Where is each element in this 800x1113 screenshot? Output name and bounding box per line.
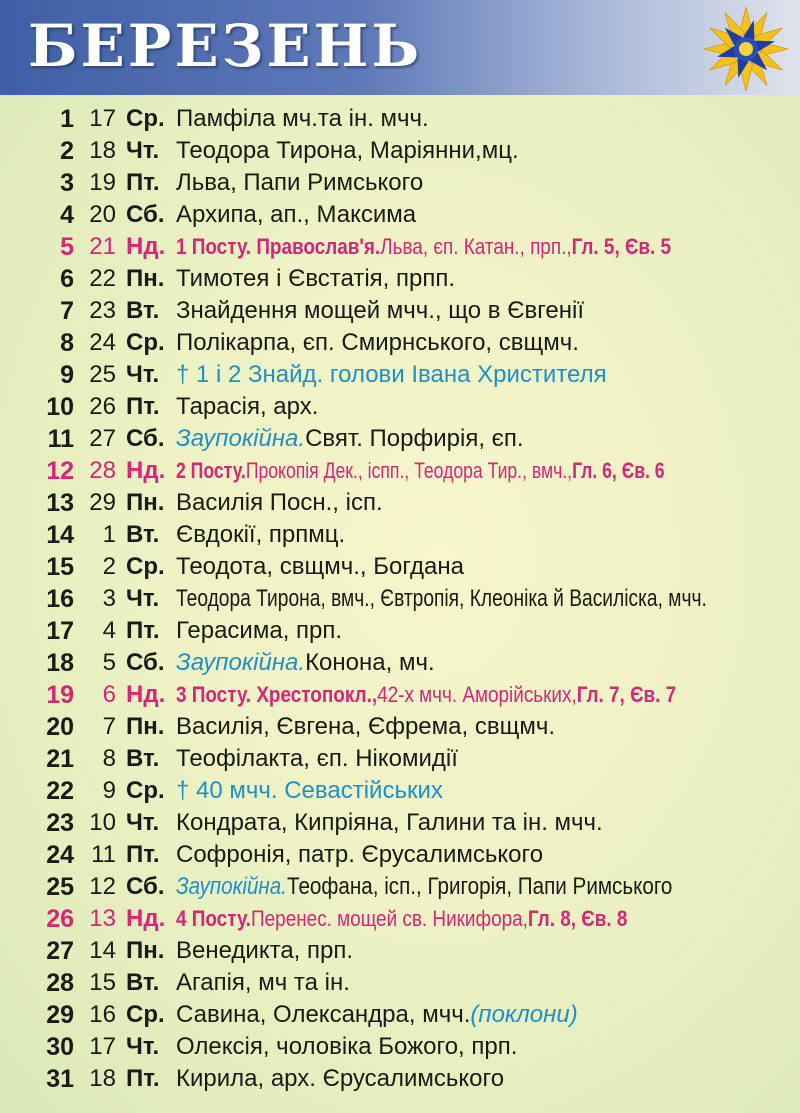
day-number: 13 [46, 489, 74, 517]
weekday: Ср. [126, 105, 165, 132]
saint-text: Олексія, чоловіка Божого, прп. [176, 1033, 518, 1060]
list-item-sunday [0, 231, 800, 263]
old-style-date: 6 [102, 681, 116, 708]
feast-name: 4 Посту. [176, 906, 252, 931]
old-style-date: 15 [89, 969, 116, 996]
day-number: 10 [46, 393, 74, 421]
day-number: 16 [46, 585, 74, 613]
saint-text: Льва, Папи Римського [176, 169, 424, 196]
old-style-date: 14 [89, 937, 116, 964]
day-number: 20 [46, 713, 74, 741]
saint-name: Савина, Олександра, мчч. [176, 1001, 471, 1028]
tone-gospel: Гл. 7, Єв. 7 [576, 682, 677, 707]
list-item-sunday [0, 455, 800, 487]
saint-name: 42-х мчч. Аморійських, [377, 682, 577, 707]
saint-text: Кондрата, Кипріяна, Галини та ін. мчч. [176, 809, 603, 836]
saint-text: Знайдення мощей мчч., що в Євгенії [176, 297, 585, 324]
list-item [0, 263, 800, 295]
weekday: Ср. [126, 329, 165, 356]
list-item [0, 295, 800, 327]
weekday: Нд. [126, 905, 166, 932]
saint-text [176, 231, 671, 263]
saint-text: Полікарпа, єп. Смирнського, свщмч. [176, 329, 579, 356]
weekday: Чт. [126, 1033, 160, 1060]
weekday: Ср. [126, 1001, 165, 1028]
weekday: Сб. [126, 201, 165, 228]
feast-name: 2 Посту. [176, 458, 246, 483]
old-style-date: 17 [89, 105, 116, 132]
old-style-date: 18 [89, 137, 116, 164]
saint-text: Василія Посн., ісп. [176, 489, 383, 516]
feast-name: 1 Посту. Православ'я. [176, 234, 381, 259]
old-style-date: 18 [89, 1065, 116, 1092]
weekday: Вт. [126, 745, 160, 772]
weekday: Пт. [126, 1065, 160, 1092]
saint-text [176, 423, 524, 455]
old-style-date: 24 [89, 329, 116, 356]
day-number: 12 [46, 457, 74, 485]
saint-name: Перенес. мощей св. Никифора, [251, 906, 528, 931]
saint-name: Льва, єп. Катан., прп., [380, 234, 572, 259]
weekday: Сб. [126, 873, 165, 900]
old-style-date: 16 [89, 1001, 116, 1028]
day-number: 29 [46, 1001, 74, 1029]
weekday: Пт. [126, 841, 160, 868]
saint-text: Кирила, арх. Єрусалимського [176, 1065, 505, 1092]
old-style-date: 10 [89, 809, 116, 836]
list-item [0, 1031, 800, 1063]
saint-text: Теофілакта, єп. Нікомидії [176, 745, 458, 772]
list-item [0, 327, 800, 359]
old-style-date: 17 [89, 1033, 116, 1060]
list-item [0, 807, 800, 839]
list-item [0, 391, 800, 423]
day-number: 11 [47, 425, 74, 453]
day-number: 2 [60, 137, 74, 165]
old-style-date: 8 [102, 745, 116, 772]
weekday: Ср. [126, 553, 165, 580]
weekday: Пн. [126, 265, 165, 292]
weekday: Чт. [126, 137, 160, 164]
list-item [0, 839, 800, 871]
day-number: 30 [46, 1033, 74, 1061]
day-number: 25 [46, 873, 74, 901]
day-number: 4 [60, 201, 74, 229]
day-number: 22 [46, 777, 74, 805]
list-item [0, 871, 800, 903]
old-style-date: 7 [102, 713, 116, 740]
weekday: Пт. [126, 617, 160, 644]
saint-text: Архипа, ап., Максима [176, 201, 417, 228]
feast-name: 3 Посту. Хрестопокл., [176, 682, 378, 707]
weekday: Вт. [126, 521, 160, 548]
list-item [0, 167, 800, 199]
weekday: Нд. [126, 681, 166, 708]
weekday: Нд. [126, 233, 166, 260]
list-item [0, 199, 800, 231]
saint-text: Венедикта, прп. [176, 937, 354, 964]
old-style-date: 28 [89, 457, 116, 484]
saint-text: Агапія, мч та ін. [176, 969, 350, 996]
list-item [0, 647, 800, 679]
list-item [0, 967, 800, 999]
month-header [0, 0, 800, 95]
old-style-date: 2 [102, 553, 116, 580]
old-style-date: 26 [89, 393, 116, 420]
list-item [0, 551, 800, 583]
day-number: 23 [46, 809, 74, 837]
day-number: 14 [46, 521, 74, 549]
old-style-date: 22 [89, 265, 116, 292]
list-item [0, 935, 800, 967]
saint-name: Конона, мч. [305, 649, 435, 676]
tone-gospel: Гл. 8, Єв. 8 [527, 906, 628, 931]
memorial-label: Заупокійна. [176, 873, 288, 900]
list-item [0, 519, 800, 551]
weekday: Сб. [126, 649, 165, 676]
old-style-date: 19 [89, 169, 116, 196]
memorial-label: Заупокійна. [176, 425, 306, 452]
feast-text: † 1 і 2 Знайд. голови Івана Христителя [176, 361, 607, 388]
saint-text [176, 903, 627, 935]
list-item-sunday [0, 679, 800, 711]
old-style-date: 4 [102, 617, 116, 644]
saint-text: Василія, Євгена, Єфрема, свщмч. [176, 713, 555, 740]
list-item [0, 615, 800, 647]
day-number: 19 [46, 681, 74, 709]
saint-text: Теодота, свщмч., Богдана [176, 553, 464, 580]
day-number: 6 [60, 265, 74, 293]
day-number: 24 [46, 841, 74, 869]
list-item [0, 1063, 800, 1095]
weekday: Ср. [126, 777, 165, 804]
weekday: Пт. [126, 169, 160, 196]
day-number: 27 [46, 937, 74, 965]
day-number: 7 [60, 297, 74, 325]
month-title: БЕРЕЗЕНЬ [28, 12, 423, 80]
weekday: Пн. [126, 489, 165, 516]
old-style-date: 12 [89, 873, 116, 900]
list-item [0, 103, 800, 135]
tone-gospel: Гл. 5, Єв. 5 [571, 234, 672, 259]
day-number: 15 [46, 553, 74, 581]
weekday: Сб. [126, 425, 165, 452]
list-item [0, 999, 800, 1031]
old-style-date: 29 [89, 489, 116, 516]
saint-name: Прокопія Дек., іспп., Теодора Тир., вмч., [245, 458, 573, 483]
memorial-label: Заупокійна. [176, 649, 306, 676]
saint-text: Теодора Тирона, Маріянни,мц. [176, 137, 519, 164]
old-style-date: 11 [91, 841, 116, 868]
day-number: 5 [60, 233, 74, 261]
list-item [0, 583, 800, 615]
saint-text: Тарасія, арх. [176, 393, 319, 420]
weekday: Нд. [126, 457, 166, 484]
day-number: 1 [60, 105, 74, 133]
list-item-sunday [0, 903, 800, 935]
weekday: Пн. [126, 937, 165, 964]
saint-text [176, 999, 578, 1031]
saint-text [176, 679, 676, 711]
list-item [0, 135, 800, 167]
day-number: 21 [46, 745, 74, 773]
saint-text: Памфіла мч.та ін. мчч. [176, 105, 429, 132]
saint-text: Герасима, прп. [176, 617, 343, 644]
day-number: 3 [60, 169, 74, 197]
list-item [0, 423, 800, 455]
day-number: 8 [60, 329, 74, 357]
day-number: 17 [46, 617, 74, 645]
saint-text [176, 647, 435, 679]
saint-text: Софронія, патр. Єрусалимського [176, 841, 544, 868]
old-style-date: 13 [89, 905, 116, 932]
saint-text [176, 455, 665, 487]
day-number: 26 [46, 905, 74, 933]
old-style-date: 9 [102, 777, 116, 804]
day-number: 18 [46, 649, 74, 677]
saint-name: Свят. Порфирія, єп. [305, 425, 524, 452]
old-style-date: 25 [89, 361, 116, 388]
old-style-date: 20 [89, 201, 116, 228]
weekday: Пт. [126, 393, 160, 420]
old-style-date: 5 [102, 649, 116, 676]
saint-text [176, 871, 672, 903]
list-item [0, 743, 800, 775]
weekday: Вт. [126, 969, 160, 996]
day-number: 9 [60, 361, 74, 389]
old-style-date: 1 [102, 521, 116, 548]
list-item [0, 711, 800, 743]
saint-text: Теодора Тирона, вмч., Євтропія, Клеоніка й Василіска, мчч. [176, 585, 707, 612]
feast-text: † 40 мчч. Севастійських [176, 777, 443, 804]
old-style-date: 21 [89, 233, 116, 260]
prostrations-note: (поклони) [470, 1001, 578, 1028]
day-number: 31 [46, 1065, 74, 1093]
old-style-date: 23 [89, 297, 116, 324]
list-item [0, 487, 800, 519]
old-style-date: 27 [89, 425, 116, 452]
saint-text: Євдокії, прпмц. [176, 521, 346, 548]
weekday: Чт. [126, 585, 160, 612]
list-item [0, 775, 800, 807]
day-number: 28 [46, 969, 74, 997]
list-item [0, 359, 800, 391]
weekday: Чт. [126, 361, 160, 388]
old-style-date: 3 [102, 585, 116, 612]
sunflower-icon [694, 3, 794, 93]
weekday: Пн. [126, 713, 165, 740]
weekday: Чт. [126, 809, 160, 836]
tone-gospel: Гл. 6, Єв. 6 [572, 458, 665, 483]
saint-text: Тимотея і Євстатія, прпп. [176, 265, 455, 292]
weekday: Вт. [126, 297, 160, 324]
saint-name: Теофана, ісп., Григорія, Папи Римського [287, 873, 673, 900]
